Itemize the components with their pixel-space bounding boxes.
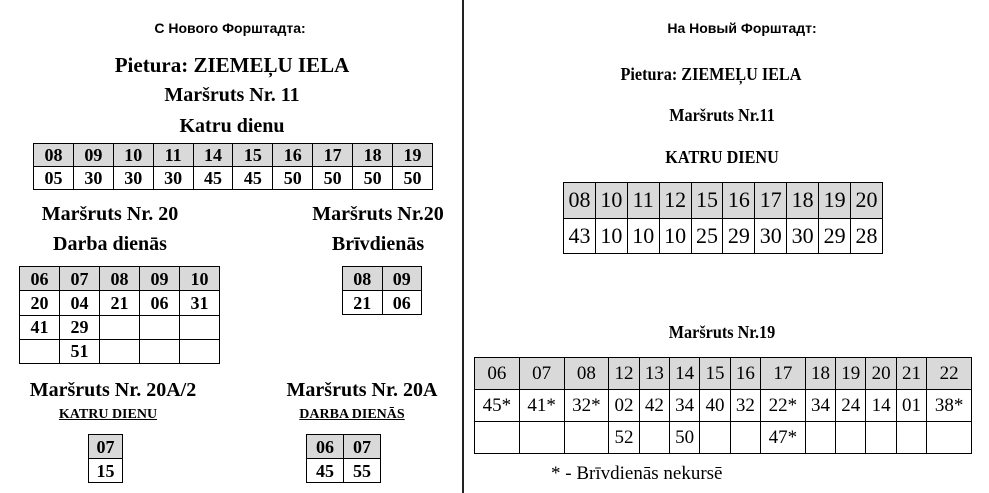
hour-cell: 07	[60, 267, 100, 291]
hour-cell: 20	[851, 183, 883, 219]
hour-row	[343, 267, 422, 291]
hour-cell: 06	[475, 358, 520, 390]
hour-cell: 19	[393, 144, 433, 167]
minute-cell: 29	[723, 218, 755, 254]
minutes-row	[20, 315, 220, 339]
left-header: С Нового Форштадта:	[154, 20, 306, 36]
hour-cell: 17	[761, 358, 806, 390]
hour-cell: 09	[382, 267, 422, 291]
minute-cell: 02	[609, 390, 639, 422]
minute-cell	[100, 315, 140, 339]
hour-cell: 18	[787, 183, 819, 219]
minute-cell: 40	[700, 390, 730, 422]
minute-cell	[639, 422, 669, 454]
hour-cell: 13	[639, 358, 669, 390]
minute-cell: 14	[866, 390, 896, 422]
minute-cell: 50	[353, 167, 393, 190]
hour-cell: 16	[730, 358, 760, 390]
hour-cell: 15	[233, 144, 273, 167]
minute-cell	[730, 422, 760, 454]
hour-cell: 12	[609, 358, 639, 390]
left-route20-weekend-timetable	[342, 266, 422, 315]
left-route20a-timetable	[306, 434, 381, 483]
minute-cell: 38*	[927, 390, 972, 422]
left-route20a-subtitle: DARBA DIENĀS	[299, 407, 405, 422]
minutes-row	[89, 459, 123, 483]
minute-cell: 29	[819, 218, 851, 254]
minutes-row	[564, 218, 883, 254]
minute-cell: 21	[343, 291, 383, 315]
minute-cell	[140, 339, 180, 363]
minute-cell	[140, 315, 180, 339]
minute-cell: 55	[344, 459, 381, 483]
minute-cell: 50	[273, 167, 313, 190]
minute-cell: 45	[233, 167, 273, 190]
minute-cell: 45	[307, 459, 344, 483]
minute-cell: 45*	[475, 390, 520, 422]
minute-cell	[700, 422, 730, 454]
minute-cell: 30	[153, 167, 193, 190]
minute-cell: 20	[20, 291, 60, 315]
right-header: На Новый Форштадт:	[667, 20, 817, 36]
minute-cell: 51	[60, 339, 100, 363]
left-route20-weekend-title: Maršruts Nr.20	[312, 203, 444, 225]
left-route20a2-timetable	[88, 434, 123, 483]
minute-cell	[475, 422, 520, 454]
hour-cell: 15	[691, 183, 723, 219]
minute-cell: 50	[393, 167, 433, 190]
left-route11-timetable	[33, 143, 433, 190]
hour-cell: 11	[153, 144, 193, 167]
minutes-row	[34, 167, 433, 190]
minute-cell: 34	[805, 390, 835, 422]
hour-cell: 17	[755, 183, 787, 219]
minute-cell: 06	[382, 291, 422, 315]
right-route11-timetable	[563, 182, 883, 254]
minute-cell: 43	[564, 218, 596, 254]
minute-cell	[896, 422, 926, 454]
hour-cell: 11	[627, 183, 659, 219]
minute-cell: 05	[34, 167, 74, 190]
hour-cell: 15	[700, 358, 730, 390]
left-route20-timetable	[19, 266, 220, 364]
hour-row	[89, 435, 123, 459]
hour-cell: 08	[564, 358, 609, 390]
minute-cell: 28	[851, 218, 883, 254]
minute-cell: 04	[60, 291, 100, 315]
minute-cell: 10	[659, 218, 691, 254]
left-route20a2-subtitle: KATRU DIENU	[58, 407, 158, 422]
right-route19-timetable	[474, 357, 972, 454]
minute-cell: 31	[180, 291, 220, 315]
hour-cell: 21	[896, 358, 926, 390]
hour-cell: 17	[313, 144, 353, 167]
left-route20a-title: Maršruts Nr. 20A	[286, 379, 438, 401]
hour-row	[475, 358, 972, 390]
hour-cell: 20	[866, 358, 896, 390]
minute-cell: 30	[113, 167, 153, 190]
minute-cell: 30	[755, 218, 787, 254]
hour-cell: 18	[353, 144, 393, 167]
hour-cell: 14	[193, 144, 233, 167]
minute-cell	[180, 339, 220, 363]
right-route19-title: Maršruts Nr.19	[668, 322, 776, 342]
minute-cell: 32*	[564, 390, 609, 422]
hour-cell: 08	[100, 267, 140, 291]
minute-cell	[927, 422, 972, 454]
minute-cell: 47*	[761, 422, 806, 454]
hour-cell: 09	[73, 144, 113, 167]
minute-cell	[20, 339, 60, 363]
hour-row	[307, 435, 381, 459]
minute-cell: 29	[60, 315, 100, 339]
minute-cell	[519, 422, 564, 454]
minute-cell: 52	[609, 422, 639, 454]
hour-cell: 08	[343, 267, 383, 291]
minute-cell	[805, 422, 835, 454]
left-stop-title: Pietura: ZIEMEĻU IELA	[114, 53, 350, 77]
left-route11-title: Maršruts Nr. 11	[164, 84, 300, 106]
minutes-row	[20, 339, 220, 363]
hour-cell: 07	[344, 435, 381, 459]
left-route20-title: Maršruts Nr. 20	[41, 203, 179, 225]
minute-cell: 15	[89, 459, 123, 483]
minute-cell: 25	[691, 218, 723, 254]
minutes-row	[20, 291, 220, 315]
left-route11-subtitle: Katru dienu	[179, 115, 285, 137]
minute-cell: 21	[100, 291, 140, 315]
minute-cell: 30	[787, 218, 819, 254]
minute-cell	[180, 315, 220, 339]
hour-cell: 19	[819, 183, 851, 219]
minutes-row	[307, 459, 381, 483]
minute-cell: 42	[639, 390, 669, 422]
hour-row	[34, 144, 433, 167]
hour-cell: 19	[836, 358, 866, 390]
minute-cell: 41*	[519, 390, 564, 422]
minutes-row	[343, 291, 422, 315]
minute-cell: 10	[595, 218, 627, 254]
minute-cell: 01	[896, 390, 926, 422]
hour-cell: 10	[113, 144, 153, 167]
minute-cell: 10	[627, 218, 659, 254]
minute-cell: 50	[313, 167, 353, 190]
left-route20-subtitle: Darba dienās	[53, 233, 167, 255]
minute-cell	[100, 339, 140, 363]
minutes-row	[475, 390, 972, 422]
hour-cell: 07	[89, 435, 123, 459]
hour-cell: 07	[519, 358, 564, 390]
right-footnote: * - Brīvdienās nekursē	[551, 463, 723, 484]
minute-cell: 32	[730, 390, 760, 422]
minute-cell: 45	[193, 167, 233, 190]
hour-cell: 09	[140, 267, 180, 291]
minute-cell: 50	[669, 422, 699, 454]
minute-cell: 06	[140, 291, 180, 315]
hour-cell: 12	[659, 183, 691, 219]
minute-cell: 22*	[761, 390, 806, 422]
hour-cell: 06	[20, 267, 60, 291]
right-stop-title: Pietura: ZIEMEĻU IELA	[620, 64, 802, 84]
hour-cell: 08	[564, 183, 596, 219]
hour-cell: 22	[927, 358, 972, 390]
minute-cell	[836, 422, 866, 454]
minute-cell: 30	[73, 167, 113, 190]
left-route20a2-title: Maršruts Nr. 20A/2	[29, 379, 197, 401]
hour-cell: 16	[273, 144, 313, 167]
minute-cell	[564, 422, 609, 454]
right-route11-subtitle: KATRU DIENU	[665, 147, 779, 167]
hour-cell: 10	[180, 267, 220, 291]
right-route11-title: Maršruts Nr.11	[669, 105, 775, 125]
minute-cell: 34	[669, 390, 699, 422]
hour-cell: 18	[805, 358, 835, 390]
hour-cell: 06	[307, 435, 344, 459]
hour-cell: 16	[723, 183, 755, 219]
hour-cell: 10	[595, 183, 627, 219]
hour-cell: 08	[34, 144, 74, 167]
minute-cell	[866, 422, 896, 454]
hour-row	[564, 183, 883, 219]
minutes-row	[475, 422, 972, 454]
minute-cell: 24	[836, 390, 866, 422]
hour-row	[20, 267, 220, 291]
left-route20-weekend-subtitle: Brīvdienās	[331, 233, 425, 255]
minute-cell: 41	[20, 315, 60, 339]
hour-cell: 14	[669, 358, 699, 390]
